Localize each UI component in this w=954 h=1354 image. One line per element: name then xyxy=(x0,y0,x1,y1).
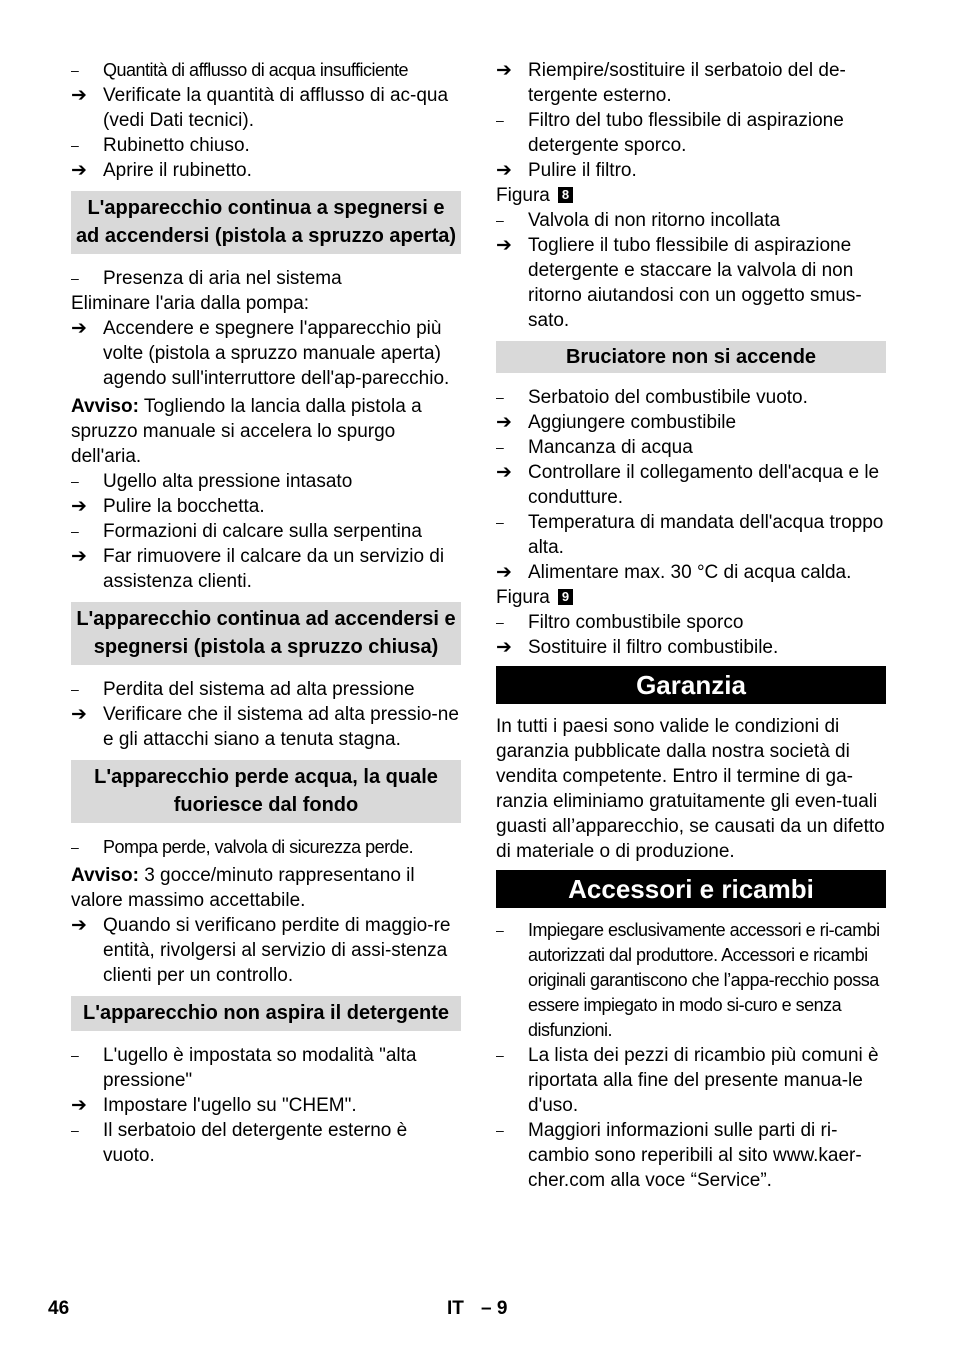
list-item: ➔ Riempire/sostituire il serbatoio del de-tergente esterno. xyxy=(496,60,846,106)
arrow-icon: ➔ xyxy=(496,412,512,433)
dash-marker: – xyxy=(496,439,504,455)
list-item: – Pompa perde, valvola di sicurezza perde. xyxy=(71,835,461,860)
dash-marker: – xyxy=(496,389,504,405)
list-item: – Presenza di aria nel sistema xyxy=(71,268,342,289)
arrow-icon: ➔ xyxy=(496,60,512,81)
arrow-icon: ➔ xyxy=(71,318,87,339)
right-column xyxy=(496,58,886,1193)
arrow-icon: ➔ xyxy=(71,496,87,517)
list-item: – Il serbatoio del detergente esterno è vuoto. xyxy=(71,1120,408,1166)
list-item: ➔ Controllare il collegamento dell'acqua e le condutture. xyxy=(496,462,880,508)
list-item: – Quantità di afflusso di acqua insufficiente xyxy=(71,58,461,83)
dash-marker: – xyxy=(496,514,504,530)
list-item: – Maggiori informazioni sulle parti di ri-cambio sono reperibili al sito www.kaer-cher.com alla voce “Service”. xyxy=(496,1120,862,1191)
language-code: IT xyxy=(447,1298,464,1319)
dash-marker: – xyxy=(71,62,79,78)
arrow-icon: ➔ xyxy=(71,915,87,936)
list-item: – Rubinetto chiuso. xyxy=(71,135,250,156)
dash-marker: – xyxy=(496,1047,504,1063)
list-item: ➔ Aggiungere combustibile xyxy=(496,412,737,433)
list-item: ➔ Alimentare max. 30 °C di acqua calda. xyxy=(496,562,852,583)
dash-marker: – xyxy=(496,614,504,630)
arrow-icon: ➔ xyxy=(496,235,512,256)
figure-reference: Figura 8 xyxy=(496,183,886,208)
dash-marker: – xyxy=(71,523,79,539)
arrow-icon: ➔ xyxy=(71,1095,87,1116)
arrow-icon: ➔ xyxy=(71,160,87,181)
dash-marker: – xyxy=(71,839,79,855)
dash-marker: – xyxy=(71,681,79,697)
list-item: ➔ Aprire il rubinetto. xyxy=(71,160,252,181)
notice-label: Avviso: xyxy=(71,396,139,417)
arrow-icon: ➔ xyxy=(496,562,512,583)
arrow-icon: ➔ xyxy=(496,462,512,483)
dash-marker: – xyxy=(496,112,504,128)
dash-marker: – xyxy=(71,270,79,286)
list-item: – Mancanza di acqua xyxy=(496,437,693,458)
list-item: – L'ugello è impostata so modalità "alta pressione" xyxy=(71,1045,417,1091)
page-number: 46 xyxy=(48,1298,70,1319)
dash-marker: – xyxy=(71,1047,79,1063)
list-item: – La lista dei pezzi di ricambio più comuni è riportata alla fine del presente manua-le d'uso. xyxy=(496,1045,879,1116)
section-heading: L'apparecchio non aspira il detergente xyxy=(71,996,461,1031)
list-item: ➔ Pulire la bocchetta. xyxy=(71,496,265,517)
notice-paragraph: Avviso: Togliendo la lancia dalla pistola a spruzzo manuale si accelera lo spurgo dell'aria. xyxy=(71,396,422,467)
list-item: – Impiegare esclusivamente accessori e ri-cambi autorizzati dal produttore. Accessori e ricambi originali garantiscono che l’appa-recchio possa essere impiegato in modo si-curo e senza disfunzioni. xyxy=(496,920,880,1040)
list-item: – Formazioni di calcare sulla serpentina xyxy=(71,521,422,542)
arrow-icon: ➔ xyxy=(71,546,87,567)
figure-reference: Figura 9 xyxy=(496,585,886,610)
list-item: ➔ Accendere e spegnere l'apparecchio più volte (pistola a spruzzo manuale aperta) agendo sull'interruttore dell'ap-parecchio. xyxy=(71,318,450,389)
dash-marker: – xyxy=(71,1122,79,1138)
dash-marker: – xyxy=(496,212,504,228)
list-item: – Serbatoio del combustibile vuoto. xyxy=(496,387,808,408)
section-heading: L'apparecchio perde acqua, la quale fuoriesce dal fondo xyxy=(71,760,461,823)
arrow-icon: ➔ xyxy=(71,85,87,106)
notice-paragraph: Avviso: 3 gocce/minuto rappresentano il valore massimo accettabile. xyxy=(71,865,415,911)
list-item: – Filtro combustibile sporco xyxy=(496,612,744,633)
chapter-heading-garanzia: Garanzia xyxy=(496,666,886,704)
paragraph: In tutti i paesi sono valide le condizioni di garanzia pubblicate dalla nostra società di vendita competente. Entro il termine di ga-ranzia eliminiamo gratuitamente gli even-tuali guasti all’apparecchio, se causati da un difetto di materiale o di produzione. xyxy=(496,716,885,862)
list-item: ➔ Verificate la quantità di afflusso di ac-qua (vedi Dati tecnici). xyxy=(71,85,449,131)
list-item: ➔ Impostare l'ugello su "CHEM". xyxy=(71,1095,357,1116)
list-item: – Temperatura di mandata dell'acqua troppo alta. xyxy=(496,512,884,558)
list-item: ➔ Far rimuovere il calcare da un servizio di assistenza clienti. xyxy=(71,546,445,592)
figure-number-badge: 8 xyxy=(558,187,573,203)
list-item: – Filtro del tubo flessibile di aspirazione detergente sporco. xyxy=(496,110,844,156)
section-heading: L'apparecchio continua ad accendersi e spegnersi (pistola a spruzzo chiusa) xyxy=(71,602,461,665)
dash-marker: – xyxy=(71,137,79,153)
paragraph: Eliminare l'aria dalla pompa: xyxy=(71,293,310,314)
list-item: – Perdita del sistema ad alta pressione xyxy=(71,679,415,700)
list-item: – Ugello alta pressione intasato xyxy=(71,471,353,492)
dash-marker: – xyxy=(71,473,79,489)
arrow-icon: ➔ xyxy=(496,637,512,658)
dash-marker: – xyxy=(496,922,504,938)
list-item: ➔ Quando si verificano perdite di maggio-re entità, rivolgersi al servizio di assi-stenza clienti per un controllo. xyxy=(71,915,451,986)
list-item: ➔ Verificare che il sistema ad alta pressio-ne e gli attacchi siano a tenuta stagna. xyxy=(71,704,459,750)
list-item: – Valvola di non ritorno incollata xyxy=(496,210,781,231)
left-column xyxy=(71,58,461,1168)
section-page-number: – 9 xyxy=(481,1298,508,1319)
section-heading: Bruciatore non si accende xyxy=(496,341,886,373)
arrow-icon: ➔ xyxy=(71,704,87,725)
list-item: ➔ Pulire il filtro. xyxy=(496,160,637,181)
section-heading: L'apparecchio continua a spegnersi e ad accendersi (pistola a spruzzo aperta) xyxy=(71,191,461,254)
chapter-heading-accessori: Accessori e ricambi xyxy=(496,870,886,908)
arrow-icon: ➔ xyxy=(496,160,512,181)
list-item: ➔ Sostituire il filtro combustibile. xyxy=(496,637,779,658)
list-item: ➔ Togliere il tubo flessibile di aspirazione detergente e staccare la valvola di non ritorno aiutandosi con un oggetto smus-sato. xyxy=(496,235,862,331)
figure-number-badge: 9 xyxy=(558,589,573,605)
notice-label: Avviso: xyxy=(71,865,139,886)
dash-marker: – xyxy=(496,1122,504,1138)
